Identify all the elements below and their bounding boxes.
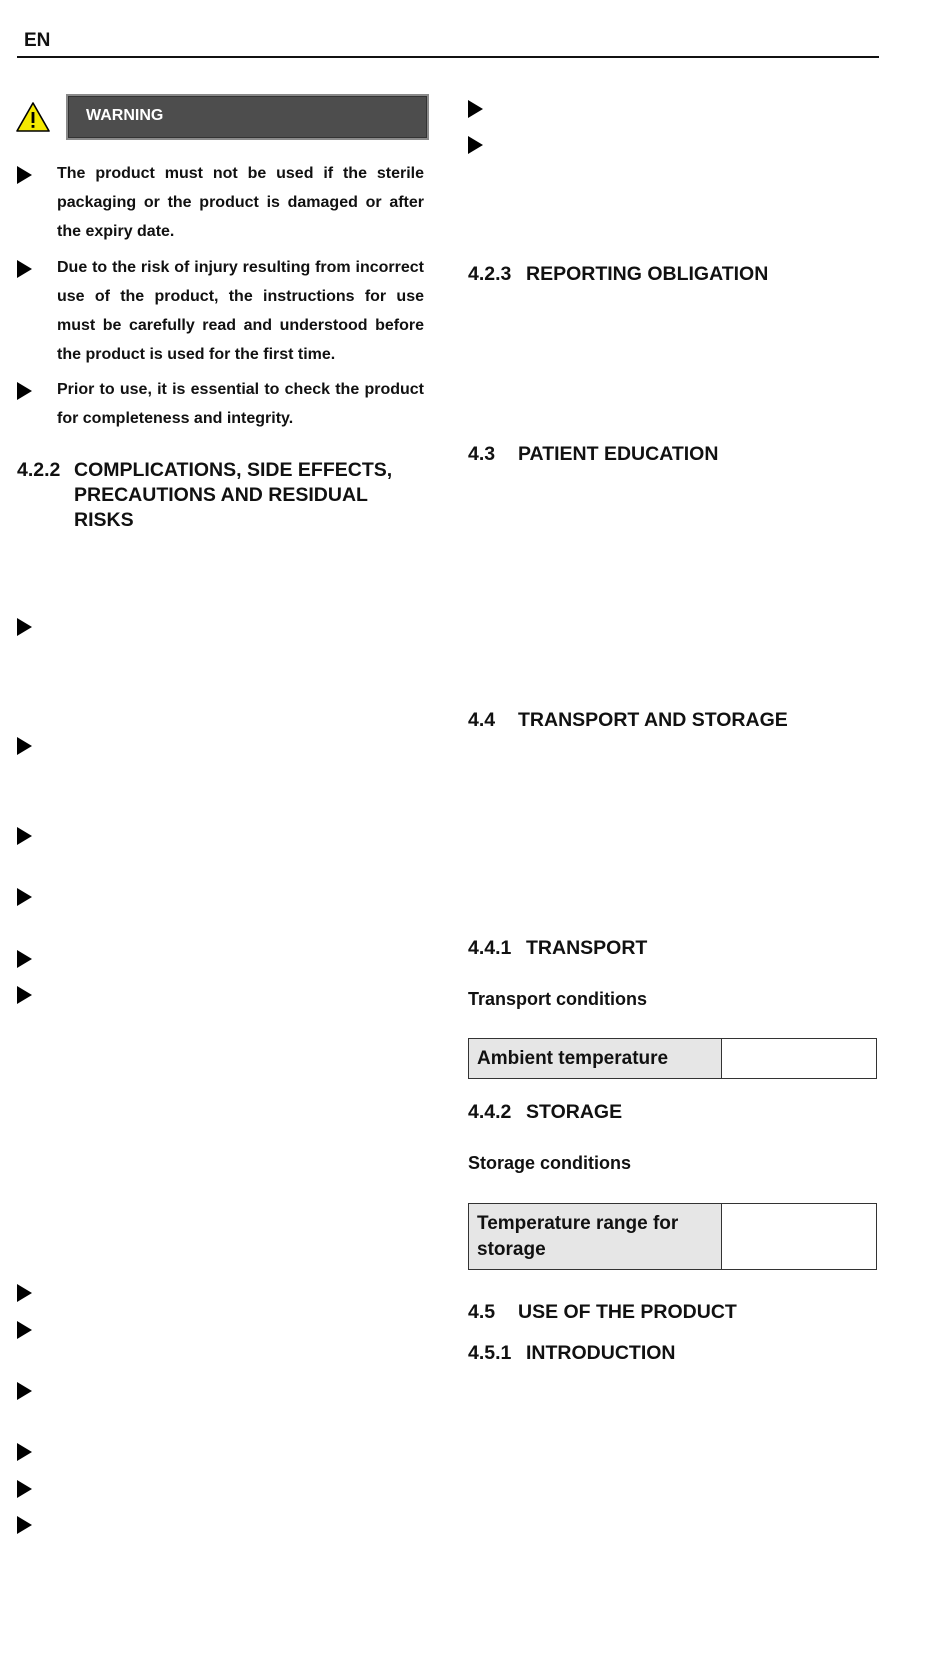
- section-4-3-number: 4.3: [468, 443, 496, 465]
- section-4-4-number: 4.4: [468, 709, 496, 731]
- bullet-arrow-icon: [17, 1321, 32, 1339]
- header-rule: [17, 56, 879, 58]
- bullet-arrow-icon: [17, 382, 32, 400]
- bullet-arrow-icon: [17, 986, 32, 1004]
- section-4-5-1-title: INTRODUCTION: [526, 1342, 676, 1364]
- storage-row-label-line2: storage: [477, 1238, 546, 1260]
- storage-conditions-subheading: Storage conditions: [468, 1153, 632, 1173]
- section-4-2-2-title-line3: RISKS: [74, 509, 134, 531]
- bullet-arrow-icon: [468, 100, 483, 118]
- section-4-4-2-title: STORAGE: [526, 1101, 623, 1123]
- bullet-arrow-icon: [17, 166, 32, 184]
- bullet-arrow-icon: [17, 888, 32, 906]
- transport-row-value: [722, 1039, 877, 1079]
- transport-row-label: Ambient temperature: [469, 1039, 722, 1079]
- bullet-arrow-icon: [17, 1284, 32, 1302]
- storage-row-label: [469, 1204, 722, 1270]
- section-4-2-2-title-line2: PRECAUTIONS AND RESIDUAL: [74, 484, 368, 506]
- warning-banner: [66, 94, 429, 140]
- storage-row-label-line1: Temperature range for: [477, 1212, 679, 1234]
- table-row: [469, 1204, 877, 1270]
- section-4-4-2-number: 4.4.2: [468, 1101, 512, 1123]
- bullet-arrow-icon: [17, 950, 32, 968]
- bullet-arrow-icon: [17, 1443, 32, 1461]
- section-4-2-2-number: 4.2.2: [17, 459, 61, 481]
- section-4-2-3-title: REPORTING OBLIGATION: [526, 263, 769, 285]
- section-4-2-3-number: 4.2.3: [468, 263, 512, 285]
- section-4-5-title: USE OF THE PRODUCT: [518, 1301, 737, 1323]
- bullet-arrow-icon: [17, 260, 32, 278]
- bullet-arrow-icon: [17, 827, 32, 845]
- storage-row-value: [722, 1204, 877, 1270]
- storage-table: [468, 1203, 877, 1270]
- section-4-4-1-title: TRANSPORT: [526, 937, 648, 959]
- bullet-arrow-icon: [17, 1516, 32, 1534]
- warning-item-sterile: The product must not be used if the sterile packaging or the product is damaged or after the expiry date.: [57, 165, 424, 240]
- section-4-5-number: 4.5: [468, 1301, 496, 1323]
- warning-item-integrity: Prior to use, it is essential to check the product for completeness and integrity.: [57, 381, 424, 427]
- warning-item-instructions: Due to the risk of injury resulting from incorrect use of the product, the instructions for use must be carefully read and understood before the product is used for the first time.: [57, 259, 424, 363]
- bullet-arrow-icon: [17, 737, 32, 755]
- section-4-4-title: TRANSPORT AND STORAGE: [518, 709, 788, 731]
- warning-label: WARNING: [86, 107, 164, 124]
- section-4-5-1-number: 4.5.1: [468, 1342, 512, 1364]
- bullet-arrow-icon: [468, 136, 483, 154]
- bullet-arrow-icon: [17, 1480, 32, 1498]
- section-4-2-2-title-line1: COMPLICATIONS, SIDE EFFECTS,: [74, 459, 393, 481]
- transport-table: [468, 1038, 877, 1079]
- table-row: [469, 1039, 877, 1079]
- bullet-arrow-icon: [17, 1382, 32, 1400]
- section-4-4-1-number: 4.4.1: [468, 937, 512, 959]
- bullet-arrow-icon: [17, 618, 32, 636]
- transport-conditions-subheading: Transport conditions: [468, 989, 648, 1009]
- language-code: EN: [24, 30, 51, 51]
- section-4-3-title: PATIENT EDUCATION: [518, 443, 719, 465]
- warning-triangle-icon: [16, 101, 50, 133]
